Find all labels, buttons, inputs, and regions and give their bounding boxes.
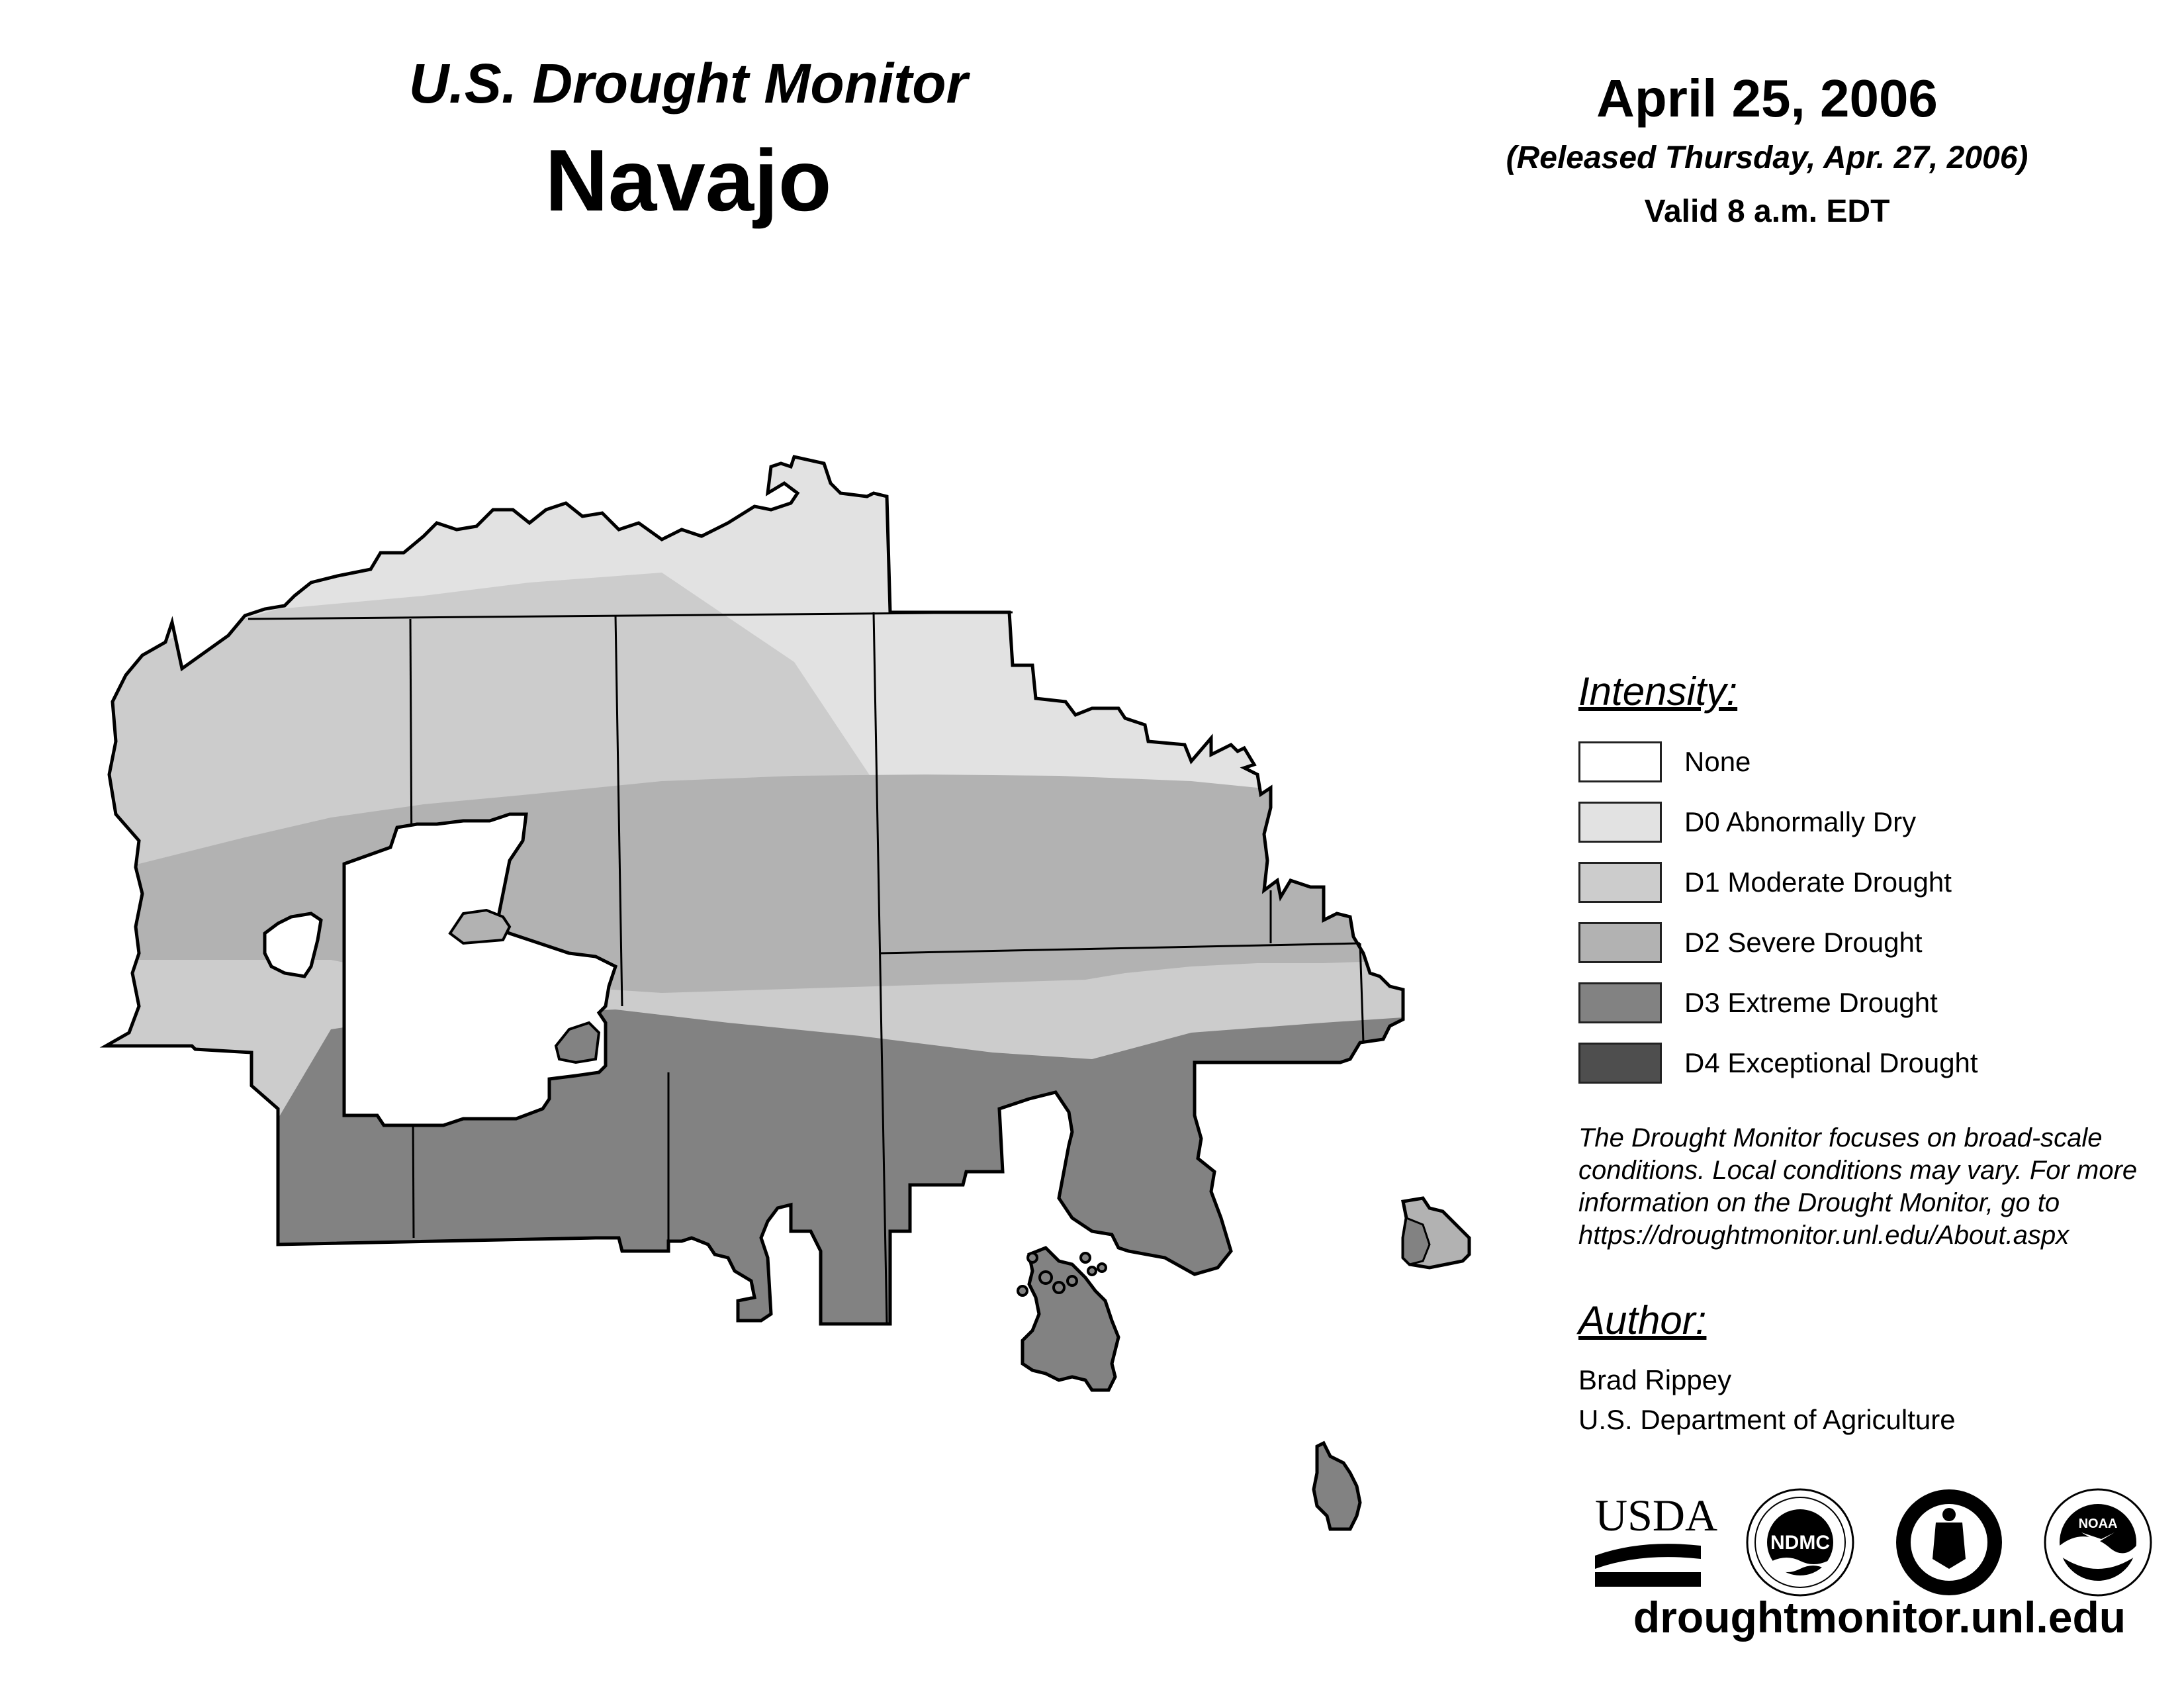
legend-label: D0 Abnormally Dry — [1684, 806, 1917, 837]
usda-logo — [1595, 1490, 1717, 1587]
valid-time: Valid 8 a.m. EDT — [1644, 194, 1890, 229]
legend-heading: Intensity: — [1578, 669, 1738, 714]
map-date: April 25, 2006 — [1596, 69, 1938, 128]
legend-label: D4 Exceptional Drought — [1684, 1047, 1978, 1078]
legend-item-d0 — [1578, 792, 2174, 852]
legend-swatch — [1578, 741, 1662, 782]
legend — [1578, 669, 2174, 1252]
agency-logos — [1588, 1476, 2171, 1609]
legend-swatch — [1578, 1043, 1662, 1084]
site-url: droughtmonitor.unl.edu — [1633, 1593, 2126, 1642]
legend-item-none — [1578, 731, 2174, 792]
far-south-enclave — [1314, 1443, 1360, 1529]
svg-text:USDA: USDA — [1595, 1490, 1718, 1540]
ndmc-logo — [1747, 1489, 1853, 1595]
title-block — [318, 53, 1059, 235]
disclaimer-text: The Drought Monitor focuses on broad-scale conditions. Local conditions may vary. For more information on the Drought Monitor, go to https://droughtmonitor.unl.edu/About.aspx — [1578, 1123, 2138, 1250]
legend-swatch — [1578, 862, 1662, 903]
legend-label: D3 Extreme Drought — [1684, 986, 1938, 1018]
legend-label: D1 Moderate Drought — [1684, 866, 1952, 898]
author-block — [1578, 1297, 2174, 1440]
legend-label: None — [1684, 745, 1751, 777]
monitor-title: U.S. Drought Monitor — [408, 52, 968, 115]
region-name: Navajo — [545, 132, 832, 230]
d3-band — [0, 1009, 1423, 1390]
legend-item-d2 — [1578, 912, 2174, 972]
legend-swatch — [1578, 982, 1662, 1023]
svg-text:NOAA: NOAA — [2078, 1517, 2118, 1531]
legend-item-d4 — [1578, 1033, 2174, 1093]
author-name: Brad Rippey — [1578, 1364, 1732, 1395]
date-block — [1436, 70, 2098, 230]
department-of-commerce-seal-icon — [1896, 1489, 2002, 1595]
author-organization: U.S. Department of Agriculture — [1578, 1404, 1956, 1435]
author-heading: Author: — [1578, 1298, 1707, 1342]
release-date: (Released Thursday, Apr. 27, 2006) — [1506, 140, 2028, 175]
legend-item-d1 — [1578, 852, 2174, 912]
svg-text:NDMC: NDMC — [1770, 1532, 1830, 1554]
legend-label: D2 Severe Drought — [1684, 926, 1923, 958]
legend-swatch — [1578, 802, 1662, 843]
legend-item-d3 — [1578, 972, 2174, 1033]
legend-swatch — [1578, 922, 1662, 963]
noaa-logo — [2045, 1489, 2151, 1595]
